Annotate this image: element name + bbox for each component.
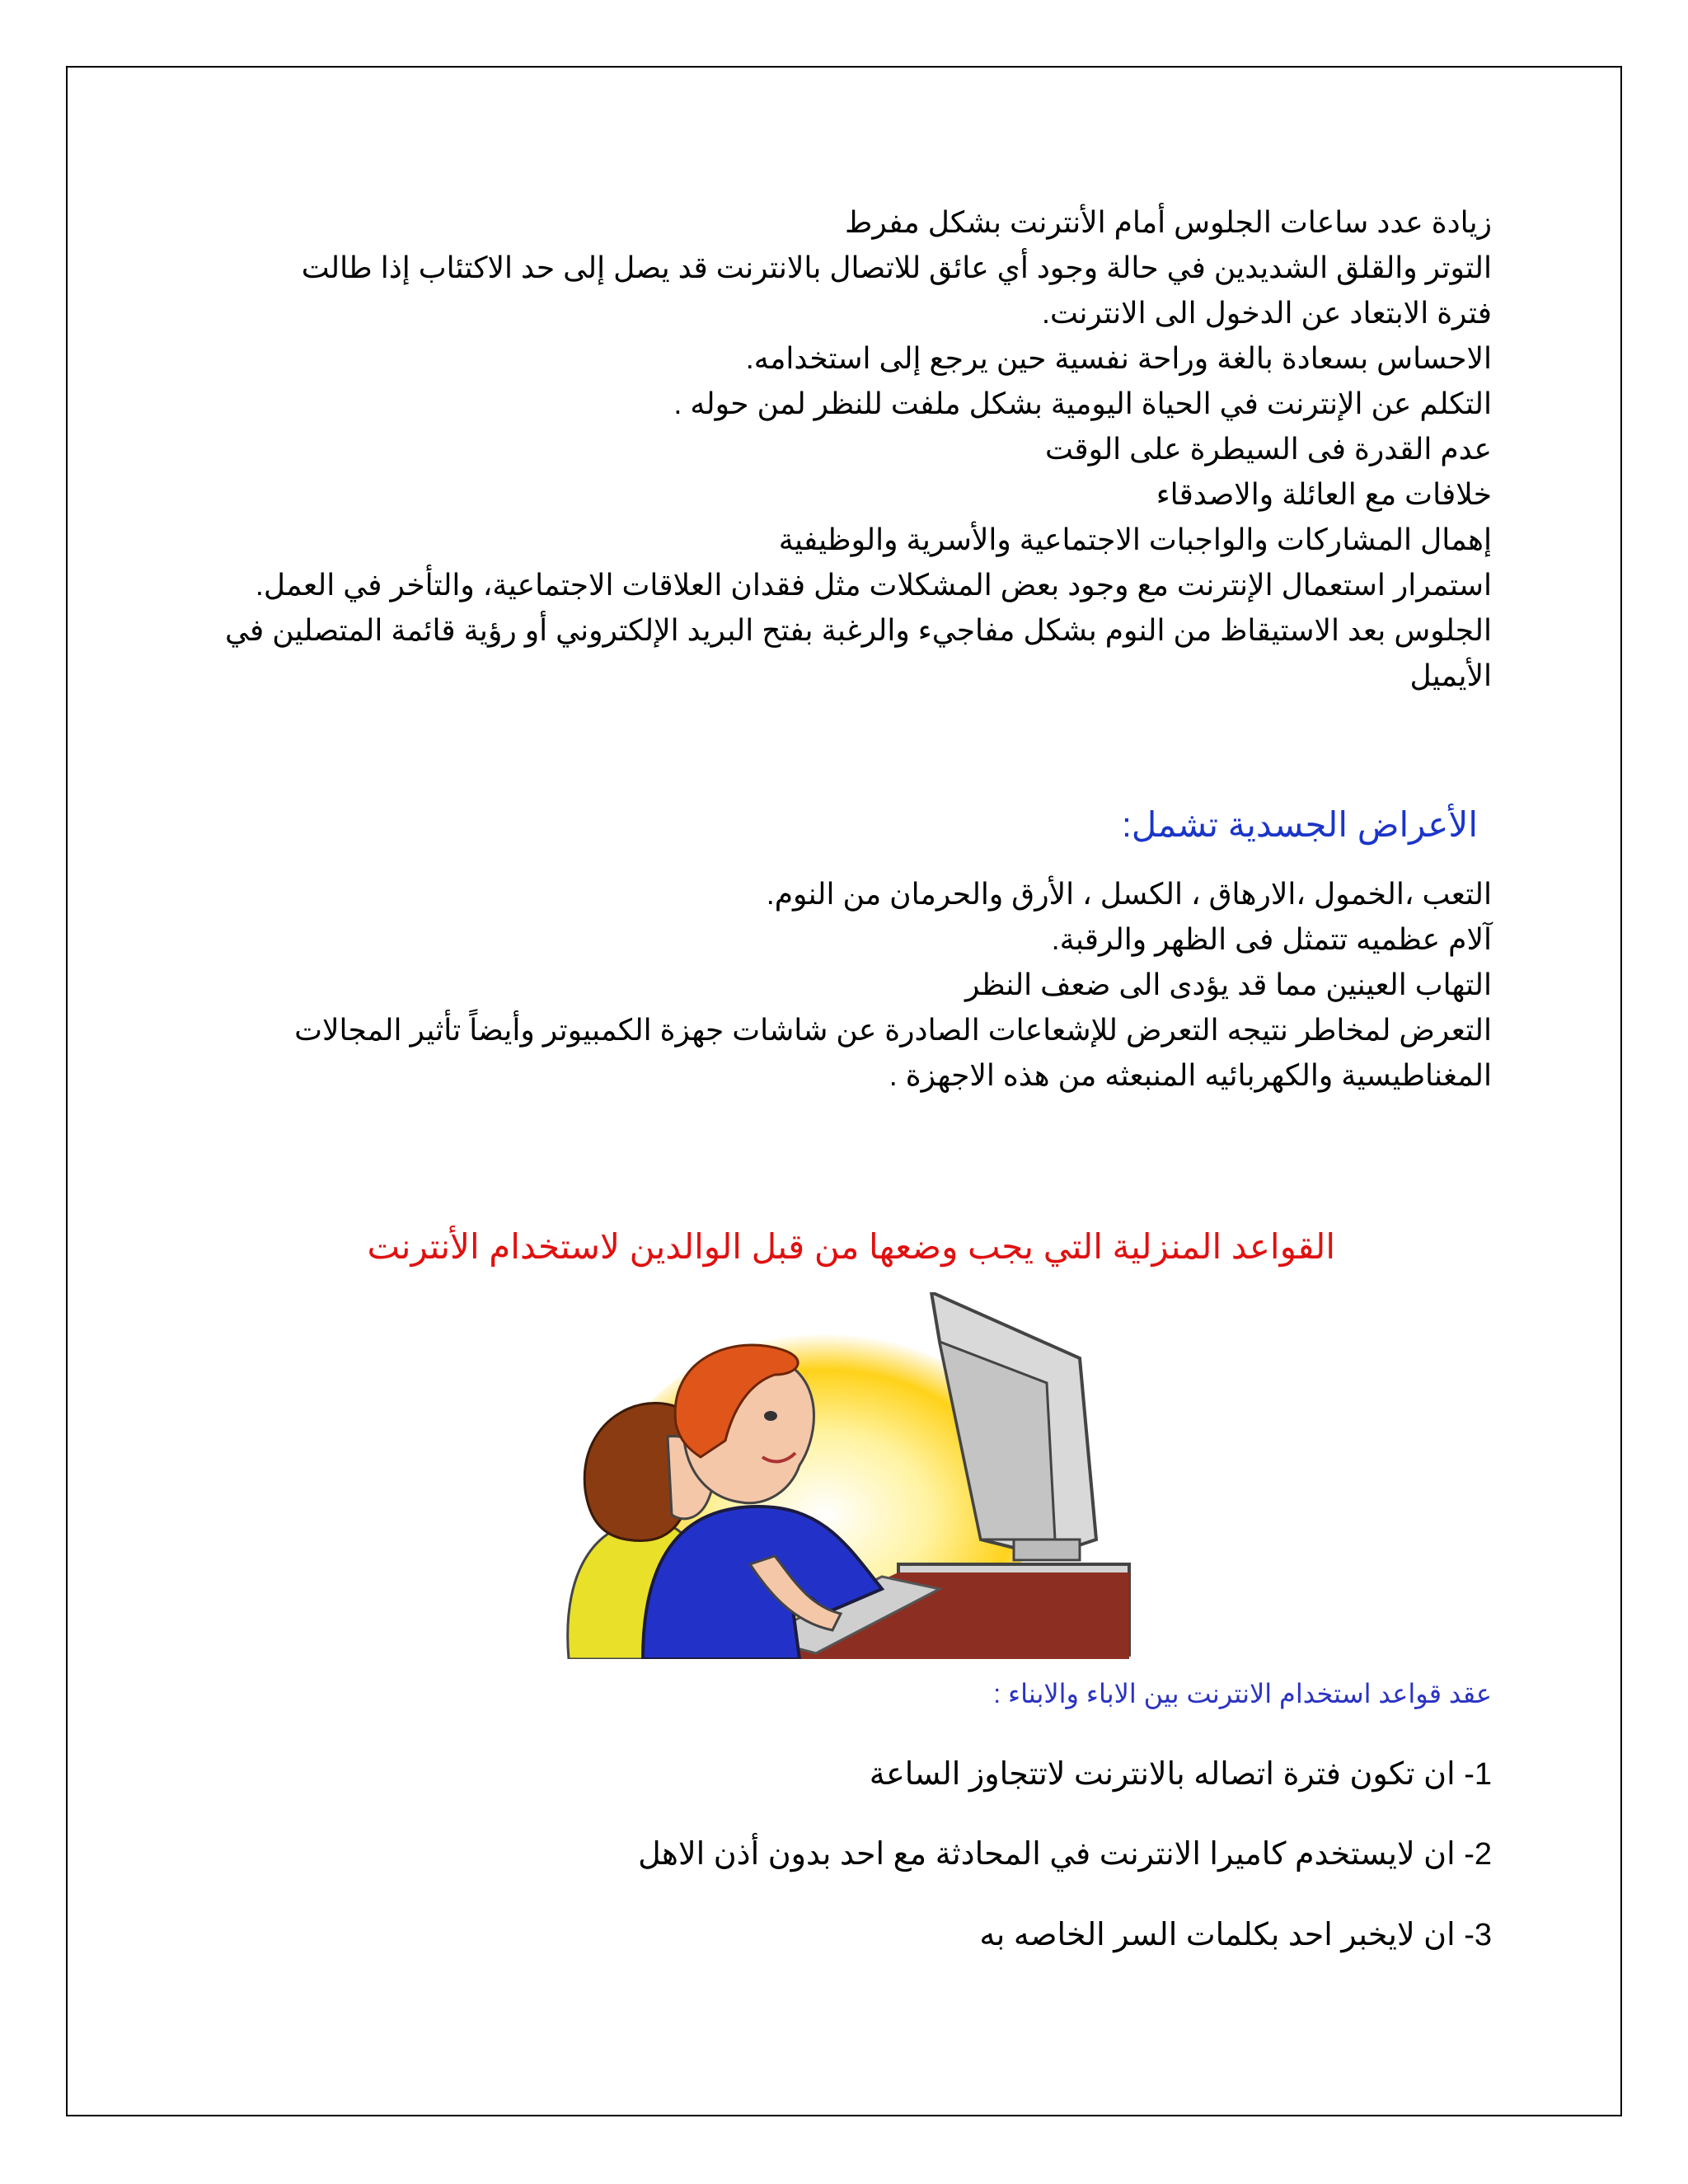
rule-item: 1- ان تكون فترة اتصاله بالانترنت لاتتجاوز الساعة xyxy=(869,1757,1492,1792)
monitor-stand xyxy=(1014,1540,1080,1560)
symptom-line: عدم القدرة فى السيطرة على الوقت xyxy=(1045,432,1492,466)
physical-line: آلام عظميه تتمثل فى الظهر والرقبة. xyxy=(1051,922,1492,956)
physical-line: المغناطيسية والكهربائيه المنبعثه من هذه الاجهزة . xyxy=(889,1058,1492,1092)
physical-line: التعرض لمخاطر نتيجه التعرض للإشعاعات الصادرة عن شاشات جهزة الكمبيوتر وأيضاً تأثير المجالات xyxy=(294,1013,1492,1047)
symptoms-list xyxy=(181,199,1492,698)
physical-line: التهاب العينين مما قد يؤدى الى ضعف النظر xyxy=(964,968,1492,1001)
children-at-computer-illustration xyxy=(552,1292,1137,1659)
rule-item: 3- ان لايخبر احد بكلمات السر الخاصه به xyxy=(979,1918,1492,1952)
symptom-line: التوتر والقلق الشديدين في حالة وجود أي عائق للاتصال بالانترنت قد يصل إلى حد الاكتئاب إذا طالت xyxy=(301,251,1492,284)
physical-symptoms-list xyxy=(181,871,1492,1098)
symptom-line: إهمال المشاركات والواجبات الاجتماعية والأسرية والوظيفية xyxy=(778,523,1492,556)
symptom-line: زيادة عدد ساعات الجلوس أمام الأنترنت بشكل مفرط xyxy=(845,205,1492,239)
contract-heading: عقد قواعد استخدام الانترنت بين الاباء والابناء : xyxy=(993,1679,1492,1708)
symptom-line: الاحساس بسعادة بالغة وراحة نفسية حين يرجع إلى استخدامه. xyxy=(745,341,1492,375)
symptom-line: التكلم عن الإنترنت في الحياة اليومية بشكل ملفت للنظر لمن حوله . xyxy=(673,387,1492,420)
symptom-line: خلافات مع العائلة والاصدقاء xyxy=(1156,477,1492,511)
symptom-line: استمرار استعمال الإنترنت مع وجود بعض المشكلات مثل فقدان العلاقات الاجتماعية، والتأخر في العمل. xyxy=(255,568,1492,602)
symptom-line: الأيميل xyxy=(1409,658,1492,692)
symptom-line: فترة الابتعاد عن الدخول الى الانترنت. xyxy=(1042,296,1492,330)
physical-symptoms-heading: الأعراض الجسدية تشمل: xyxy=(1122,805,1478,844)
boy-eye xyxy=(764,1411,777,1421)
household-rules-heading: القواعد المنزلية التي يجب وضعها من قبل الوالدين لاستخدام الأنترنت xyxy=(367,1227,1335,1266)
rule-item: 2- ان لايستخدم كاميرا الانترنت في المحادثة مع احد بدون أذن الاهل xyxy=(638,1837,1492,1872)
symptom-line: الجلوس بعد الاستيقاظ من النوم بشكل مفاجيء والرغبة بفتح البريد الإلكتروني أو رؤية قائمة المتصلين في xyxy=(225,613,1492,647)
physical-line: التعب ،الخمول ،الارهاق ، الكسل ، الأرق والحرمان من النوم. xyxy=(766,877,1492,911)
